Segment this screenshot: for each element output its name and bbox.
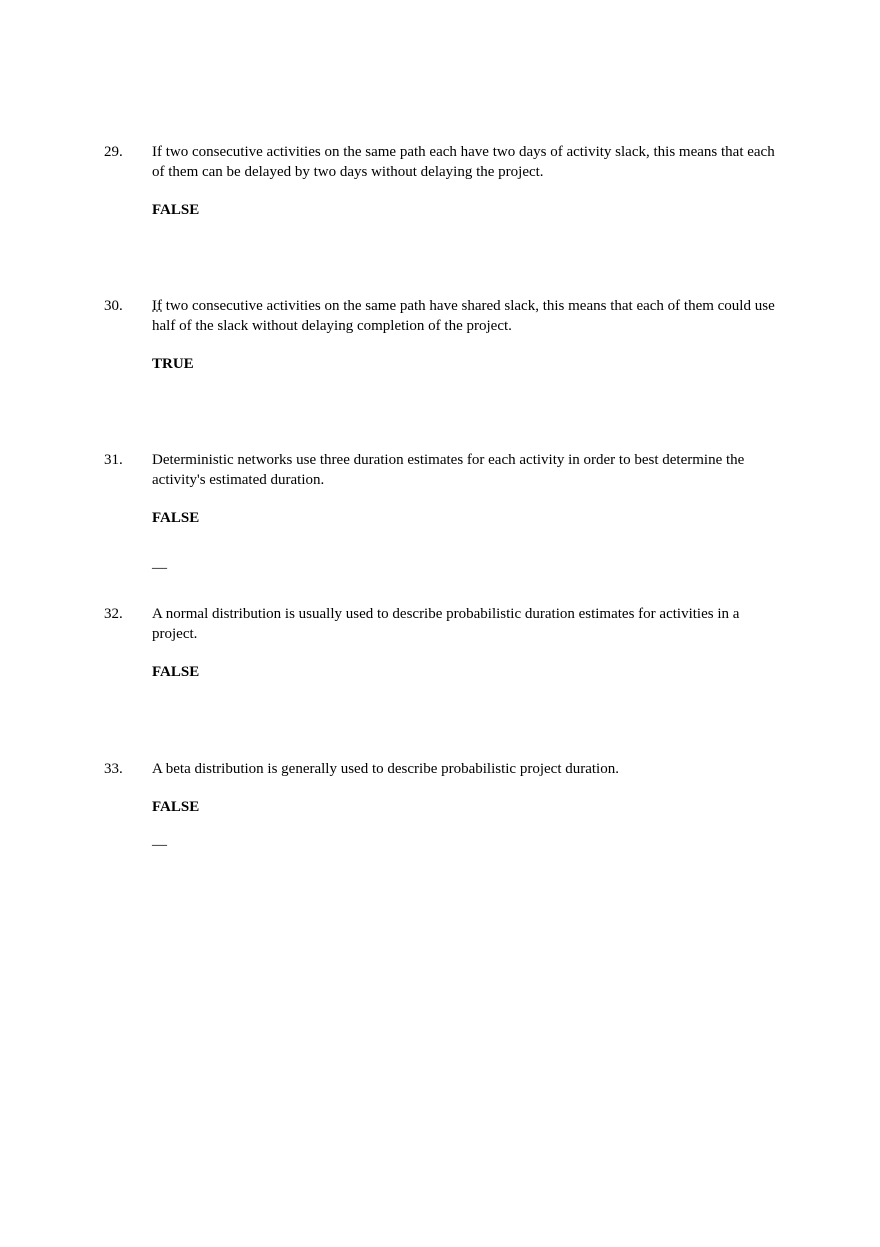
question-text-rest: two consecutive activities on the same path have shared slack, this means that each of them could use — [162, 298, 775, 314]
question-text-line: A normal distribution is usually used to describe probabilistic duration estimates for activities in a — [152, 606, 740, 622]
answer-label: TRUE — [152, 356, 194, 372]
question-number: 33. — [104, 761, 123, 777]
question-text — [152, 759, 782, 779]
answer-label: FALSE — [152, 664, 200, 680]
question-text-line — [152, 296, 782, 316]
answer-label: FALSE — [152, 799, 200, 815]
question-text-line: of them can be delayed by two days without delaying the project. — [152, 164, 544, 180]
question-text — [152, 604, 782, 644]
question-number: 30. — [104, 298, 123, 314]
question-text — [152, 450, 782, 490]
question-text-line: project. — [152, 626, 198, 642]
answer-dash: — — [152, 837, 167, 853]
question-number: 31. — [104, 452, 123, 468]
question-number: 29. — [104, 144, 123, 160]
question-text — [152, 296, 782, 336]
question-text-line: activity's estimated duration. — [152, 472, 325, 488]
question-text-line: If two consecutive activities on the same path each have two days of activity slack, this means that each — [152, 144, 775, 160]
answer-label: FALSE — [152, 510, 200, 526]
answer-label: FALSE — [152, 202, 200, 218]
question-text-line: A beta distribution is generally used to describe probabilistic project duration. — [152, 761, 619, 777]
question-first-word: If — [152, 298, 162, 314]
question-text-line: Deterministic networks use three duration estimates for each activity in order to best determine the — [152, 452, 745, 468]
question-text-line: half of the slack without delaying completion of the project. — [152, 318, 512, 334]
answer-dash: — — [152, 560, 167, 576]
question-text — [152, 142, 782, 182]
question-number: 32. — [104, 606, 123, 622]
